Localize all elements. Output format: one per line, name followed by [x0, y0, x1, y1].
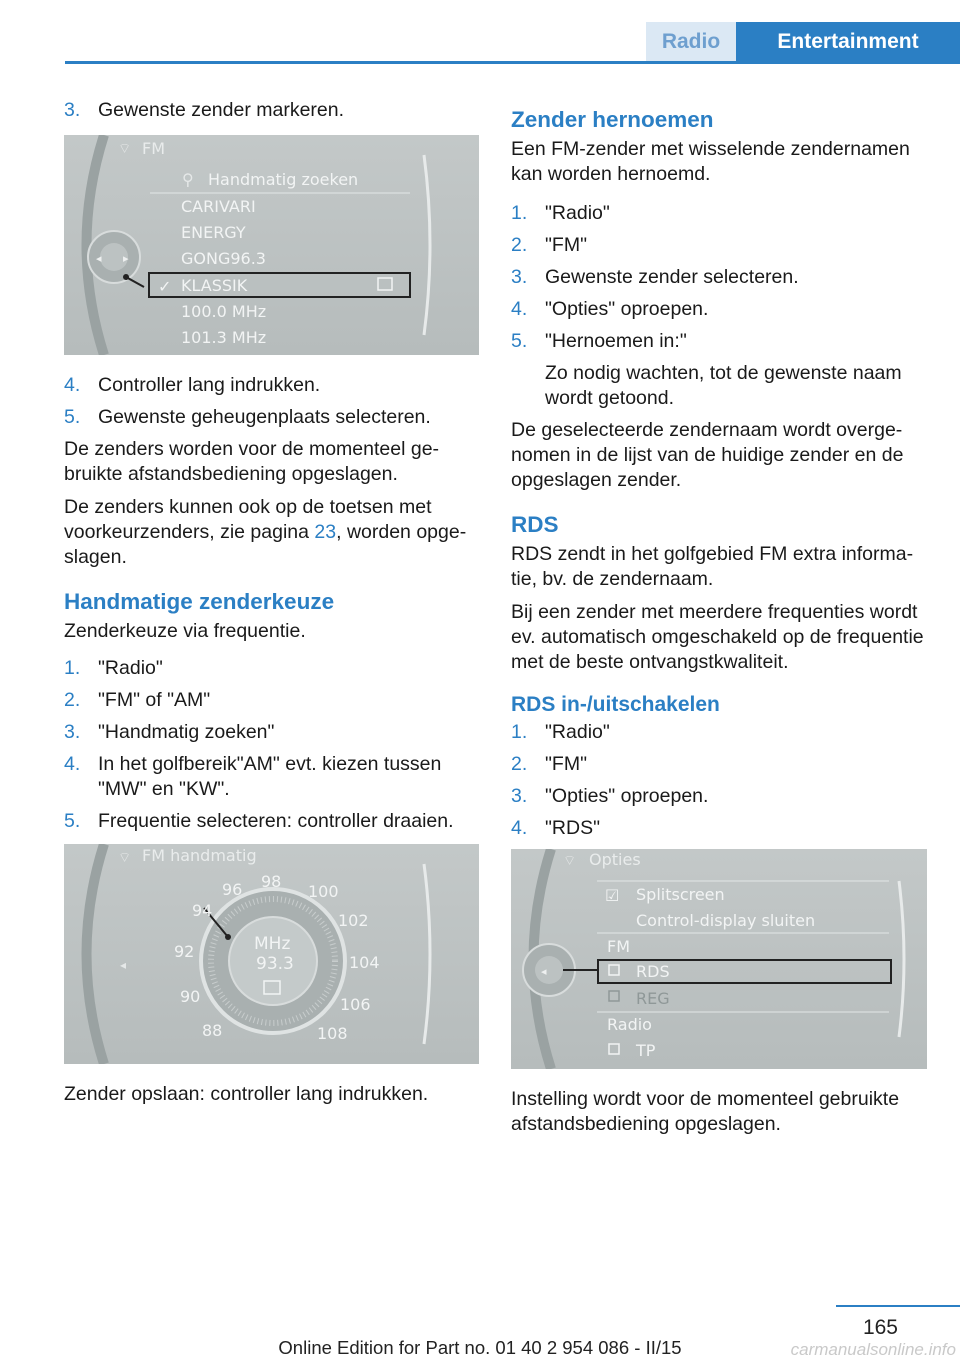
list-item — [511, 233, 929, 258]
section-intro: Zenderkeuze via frequentie. — [64, 620, 306, 642]
step-number: 1. — [511, 721, 528, 743]
fm-manual-dial-screenshot — [64, 844, 479, 1064]
step-number: 4. — [64, 374, 81, 396]
svg-text:▸: ▸ — [123, 253, 129, 265]
section-intro: Een FM-zender met wisselende zendernamen kan worden hernoemd. — [511, 138, 910, 185]
station-item: ENERGY — [181, 223, 246, 242]
step-text: "FM" of "AM" — [98, 689, 211, 711]
step-number: 3. — [64, 721, 81, 743]
svg-text:✓: ✓ — [158, 279, 172, 296]
paragraph: De geselecteerde zendernaam wordt overge‐nomen in de lijst van de huidige zender en de opgeslagen zender. — [511, 419, 904, 491]
list-item — [511, 784, 929, 809]
step-text: "Opties" oproepen. — [545, 785, 709, 807]
step-number: 2. — [511, 234, 528, 256]
list-item — [64, 720, 482, 745]
list-item — [511, 752, 929, 777]
list-item — [64, 688, 482, 713]
edition-line: Online Edition for Part no. 01 40 2 954 086 - II/15 — [278, 1337, 682, 1358]
paragraph-text: De zenders kunnen ook op de toetsen met voorkeurzenders, zie pagina — [64, 496, 432, 543]
dial-tick: 108 — [317, 1024, 348, 1043]
svg-text:⌔: ⌔ — [563, 852, 577, 868]
step-text: Controller lang indrukken. — [98, 374, 321, 396]
screen-frame-graphic — [64, 135, 479, 355]
list-item — [511, 720, 929, 745]
list-item — [511, 201, 929, 226]
steps-list — [511, 201, 929, 411]
step-text: "Radio" — [98, 657, 163, 679]
header-rule — [65, 61, 960, 64]
page-number: 165 — [862, 1316, 898, 1339]
section-heading: Zender hernoemen — [511, 107, 714, 132]
step-text: "Radio" — [545, 721, 610, 743]
fm-station-list-screenshot — [64, 135, 479, 355]
dial-tick: 102 — [338, 911, 369, 930]
step-number: 3. — [511, 266, 528, 288]
station-item: GONG96.3 — [181, 249, 266, 268]
list-item — [511, 297, 929, 322]
frequency-value: 93.3 — [256, 954, 294, 974]
frequency-item: 101.3 MHz — [181, 328, 267, 347]
screen-title: Opties — [589, 850, 641, 869]
dial-tick: 88 — [202, 1021, 223, 1040]
station-item-selected: KLASSIK — [181, 276, 248, 295]
screen-title: FM handmatig — [142, 846, 257, 865]
step-text: "Radio" — [545, 202, 610, 224]
dial-tick: 106 — [340, 995, 371, 1014]
step-number: 5. — [64, 810, 81, 832]
step-text: "Opties" oproepen. — [545, 298, 709, 320]
paragraph-text: , worden opge‐slagen. — [64, 521, 467, 568]
list-item — [511, 265, 929, 290]
steps-list — [64, 656, 482, 834]
dial-tick: 96 — [222, 880, 243, 899]
step-text: "RDS" — [545, 817, 601, 839]
step-number: 3. — [511, 785, 528, 807]
step-number: 5. — [64, 406, 81, 428]
step-number: 4. — [511, 817, 528, 839]
footer-rule — [836, 1305, 960, 1307]
dial-tick: 92 — [174, 942, 195, 961]
section-heading: Handmatige zenderkeuze — [64, 589, 335, 614]
search-menu-item: Handmatig zoeken — [208, 170, 359, 189]
svg-text:◂: ◂ — [541, 966, 547, 978]
option-item: TP — [636, 1041, 656, 1060]
option-group-label: FM — [607, 937, 631, 956]
step-number: 4. — [511, 298, 528, 320]
step-text: Gewenste zender markeren. — [98, 99, 345, 121]
unit-label: MHz — [254, 934, 291, 954]
paragraph: De zenders worden voor de momenteel ge‐bruikte afstandsbediening opgeslagen. — [64, 438, 440, 485]
step-text: Frequentie selecteren: controller draaien. — [98, 810, 454, 832]
paragraph: RDS zendt in het golfgebied FM extra informa‐tie, bv. de zendernaam. — [511, 543, 914, 590]
dial-tick: 90 — [180, 987, 201, 1006]
step-text: "Handmatig zoeken" — [98, 721, 275, 743]
paragraph: Zender opslaan: controller lang indrukken. — [64, 1083, 429, 1105]
step-number: 2. — [64, 689, 81, 711]
left-column — [64, 98, 482, 1115]
screen-title: FM — [142, 139, 166, 158]
list-item — [511, 329, 929, 411]
list-item — [511, 816, 929, 841]
step-number: 2. — [511, 753, 528, 775]
svg-text:⚲: ⚲ — [182, 172, 194, 189]
svg-text:⌔: ⌔ — [118, 140, 132, 156]
svg-text:◂: ◂ — [96, 253, 102, 265]
section-heading: RDS — [511, 512, 559, 537]
step-text: Gewenste geheugenplaats selecteren. — [98, 406, 431, 428]
step-number: 5. — [511, 330, 528, 352]
paragraph: Instelling wordt voor de momenteel gebruikte afstandsbediening opgeslagen. — [511, 1088, 900, 1135]
list-item — [64, 752, 482, 802]
watermark: carmanualsonline.info — [790, 1340, 956, 1359]
step-number: 3. — [64, 99, 81, 121]
header-chapter-tab: Entertainment — [736, 22, 960, 62]
header-section-tab: Radio — [646, 22, 736, 62]
station-item: CARIVARI — [181, 197, 256, 216]
step-subtext: Zo nodig wachten, tot de gewenste naam wordt getoond. — [545, 362, 902, 409]
dial-tick: 94 — [192, 901, 213, 920]
dial-tick: 98 — [261, 872, 282, 891]
right-column — [511, 98, 929, 1145]
step-text: "FM" — [545, 753, 587, 775]
svg-text:☑: ☑ — [605, 888, 620, 905]
step-number: 1. — [511, 202, 528, 224]
steps-list — [64, 373, 482, 430]
list-item — [64, 809, 482, 834]
list-item — [64, 98, 482, 123]
step-text: In het golfbereik"AM" evt. kiezen tussen "MW" en "KW". — [98, 753, 442, 800]
option-item-disabled: REG — [636, 989, 670, 1008]
step-number: 1. — [64, 657, 81, 679]
step-text: "Hernoemen in:" — [545, 330, 687, 352]
option-group-label: Radio — [607, 1015, 652, 1034]
option-item: Control-display sluiten — [636, 911, 816, 930]
svg-text:⌔: ⌔ — [118, 849, 132, 865]
dial-tick: 104 — [349, 953, 380, 972]
paragraph — [64, 495, 482, 570]
dial-tick: 100 — [308, 882, 339, 901]
svg-text:◂: ◂ — [120, 958, 127, 972]
options-screenshot — [511, 849, 927, 1069]
subsection-heading: RDS in-/uitschakelen — [511, 693, 720, 716]
list-item — [64, 656, 482, 681]
frequency-item: 100.0 MHz — [181, 302, 267, 321]
steps-list — [511, 720, 929, 841]
option-item-selected: RDS — [636, 962, 670, 981]
list-item — [64, 405, 482, 430]
page-link[interactable]: 23 — [314, 521, 337, 543]
list-item — [64, 373, 482, 398]
step-number: 4. — [64, 753, 81, 775]
paragraph: Bij een zender met meerdere frequenties wordt ev. automatisch omgeschakeld op de frequentie met de beste ontvangstkwaliteit. — [511, 601, 924, 673]
option-item: Splitscreen — [636, 885, 725, 904]
step-text: "FM" — [545, 234, 587, 256]
step-text: Gewenste zender selecteren. — [545, 266, 799, 288]
